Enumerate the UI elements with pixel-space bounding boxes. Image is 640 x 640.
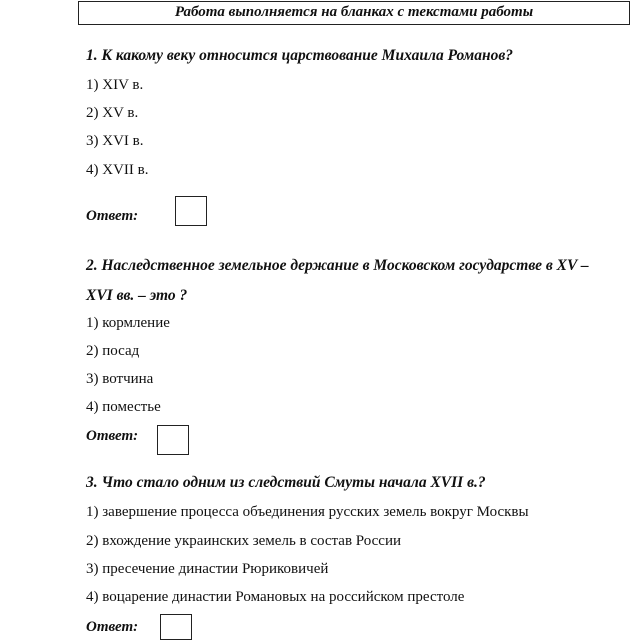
question-2-text-line2: XVI вв. – это ?: [86, 287, 188, 304]
question-3-text: 3. Что стало одним из следствий Смуты начала XVII в.?: [86, 474, 486, 491]
question-1-option-2: 2) XV в.: [86, 105, 139, 121]
question-1-answer-label: Ответ:: [86, 208, 139, 224]
question-1-answer-box[interactable]: [175, 196, 207, 226]
question-2-answer-box[interactable]: [157, 425, 189, 455]
question-2-option-1: 1) кормление: [86, 315, 170, 331]
question-3-answer-label: Ответ:: [86, 619, 139, 635]
question-1-text: 1. К какому веку относится царствование Михаила Романов?: [86, 47, 514, 64]
question-2-option-4: 4) поместье: [86, 399, 161, 415]
question-2-answer-label: Ответ:: [86, 428, 139, 444]
question-3-option-3: 3) пресечение династии Рюриковичей: [86, 561, 329, 577]
header-title: Работа выполняется на бланках с текстами работы: [78, 1, 630, 25]
question-3-option-1: 1) завершение процесса объединения русских земель вокруг Москвы: [86, 504, 529, 520]
question-2-option-2: 2) посад: [86, 343, 140, 359]
question-2-text-line1: 2. Наследственное земельное держание в Московском государстве в XV –: [86, 257, 589, 274]
question-3-option-4: 4) воцарение династии Романовых на российском престоле: [86, 589, 465, 605]
question-2-option-3: 3) вотчина: [86, 371, 154, 387]
question-1-option-4: 4) XVII в.: [86, 162, 149, 178]
question-3-answer-box[interactable]: [160, 614, 192, 640]
question-3-option-2: 2) вхождение украинских земель в состав России: [86, 533, 401, 549]
question-1-option-3: 3) XVI в.: [86, 133, 144, 149]
question-1-option-1: 1) XIV в.: [86, 77, 144, 93]
